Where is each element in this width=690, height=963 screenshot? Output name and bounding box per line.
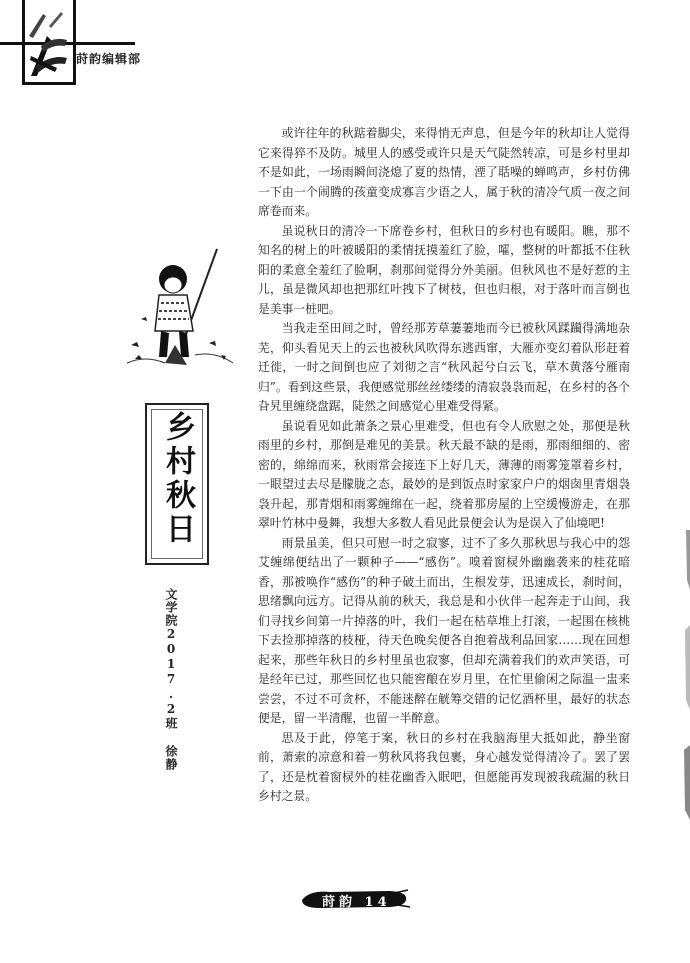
article-title: 乡村秋日 xyxy=(160,411,195,547)
article-title-box xyxy=(145,403,209,565)
article-byline: 文学院2017.2班 徐静 xyxy=(164,588,178,771)
sweeping-child-illustration xyxy=(125,245,235,370)
page-footer xyxy=(300,880,430,920)
logo-frame xyxy=(22,0,76,85)
article-paragraph: 虽说看见如此萧条之景心里难受，但也有令人欣慰之处，那便是秋雨里的乡村，那倒是难见的美景。秋天最不缺的是雨，那雨细细的、密密的，绵绵而来，秋雨常会接连下上好几天，薄薄的雨雾笼罩着乡村，一眼望过去尽是朦胧之态，最妙的是到饭点时家家户户的烟囱里青烟袅袅升起，那青烟和雨雾缠绵在一起，绕着那房屋的上空缓慢游走，在那翠叶竹林中曼舞，我想大多数人看见此景便会认为是误入了仙境吧! xyxy=(258,418,630,530)
edge-decoration-icon xyxy=(680,530,690,830)
bamboo-logo-icon xyxy=(27,6,69,78)
page-header xyxy=(0,0,690,90)
article-paragraph: 或许往年的秋踮着脚尖，来得悄无声息，但是今年的秋却让人觉得它来得猝不及防。城里人的感受或许只是天气陡然转凉，可是乡村里却不是如此，一场雨瞬间浇熄了夏的热情，湮了聒噪的蝉鸣声，乡村仿佛一下由一个闹腾的孩童变成寡言少语之人，属于秋的清冷气质一夜之间席卷而来。 xyxy=(258,126,630,218)
article-paragraph: 思及于此，停笔于案，秋日的乡村在我脑海里大抵如此，静坐窗前，萧索的凉意和着一剪秋风将我包裹，身心越发觉得清冷了。罢了罢了，还是枕着窗棂外的桂花幽香入眠吧，但愿能再发现被我疏漏的秋日乡村之景。 xyxy=(258,730,630,803)
header-title: 莳韵编辑部 xyxy=(76,52,142,66)
article-body xyxy=(258,124,630,807)
article-paragraph: 虽说秋日的清冷一下席卷乡村，但秋日的乡村也有暖阳。瞧，那不知名的树上的叶被暖阳的柔情抚摸羞红了脸，嚯，整树的叶都抵不住秋阳的柔意全羞红了脸啊，刹那间觉得分外美丽。但秋风也不是好惹的主儿，虽是微风却也把那红叶拽下了树枝，但也归根，对于落叶而言倒也是美事一桩吧。 xyxy=(258,223,630,316)
article-paragraph: 雨景虽美，但只可慰一时之寂寥，过不了多久那秋思与我心中的怨艾缠绵便结出了一颗种子——“感伤”。嗅着窗棂外幽幽袭来的桂花暗香，那被唤作“感伤”的种子破土而出，生根发芽，迅速成长，刹时间，思绪飘向远方。记得从前的秋天，我总是和小伙伴一起奔走于山间，我们寻找乡间第一片掉落的叶，我们一起在枯草堆上打滚，一起围在核桃下去捡那掉落的枝桠，待天色晚矣便各自抱着战利品回家……现在回想起来，那些年秋日的乡村里虽也寂寥，但却充满着我们的欢声笑语，可是经年已过，那些回忆也只能窖酿在岁月里，在忙里偷闲之际温一盅来尝尝，不过不可贪杯，不能迷醉在觥筹交错的记忆酒杯里，最好的状态便是，留一半清醒，也留一半醉意。 xyxy=(258,535,630,725)
article-paragraph: 当我走至田间之时，曾经那芳草萋萋地而今已被秋风蹂躏得满地杂芜，仰头看见天上的云也被秋风吹得东逃西窜，大雁亦变幻着队形赶着迁徙，一时之间倒也应了刘彻之言“秋风起兮白云飞，草木黄落兮雁南归”。看到这些景，我便感觉那丝丝缕缕的清寂袅袅而起，在乡村的各个旮旯里缠绕盘踞，陡然之间感觉心里难受得紧。 xyxy=(258,321,630,413)
footer-page-label: 莳韵 14 xyxy=(322,895,391,910)
